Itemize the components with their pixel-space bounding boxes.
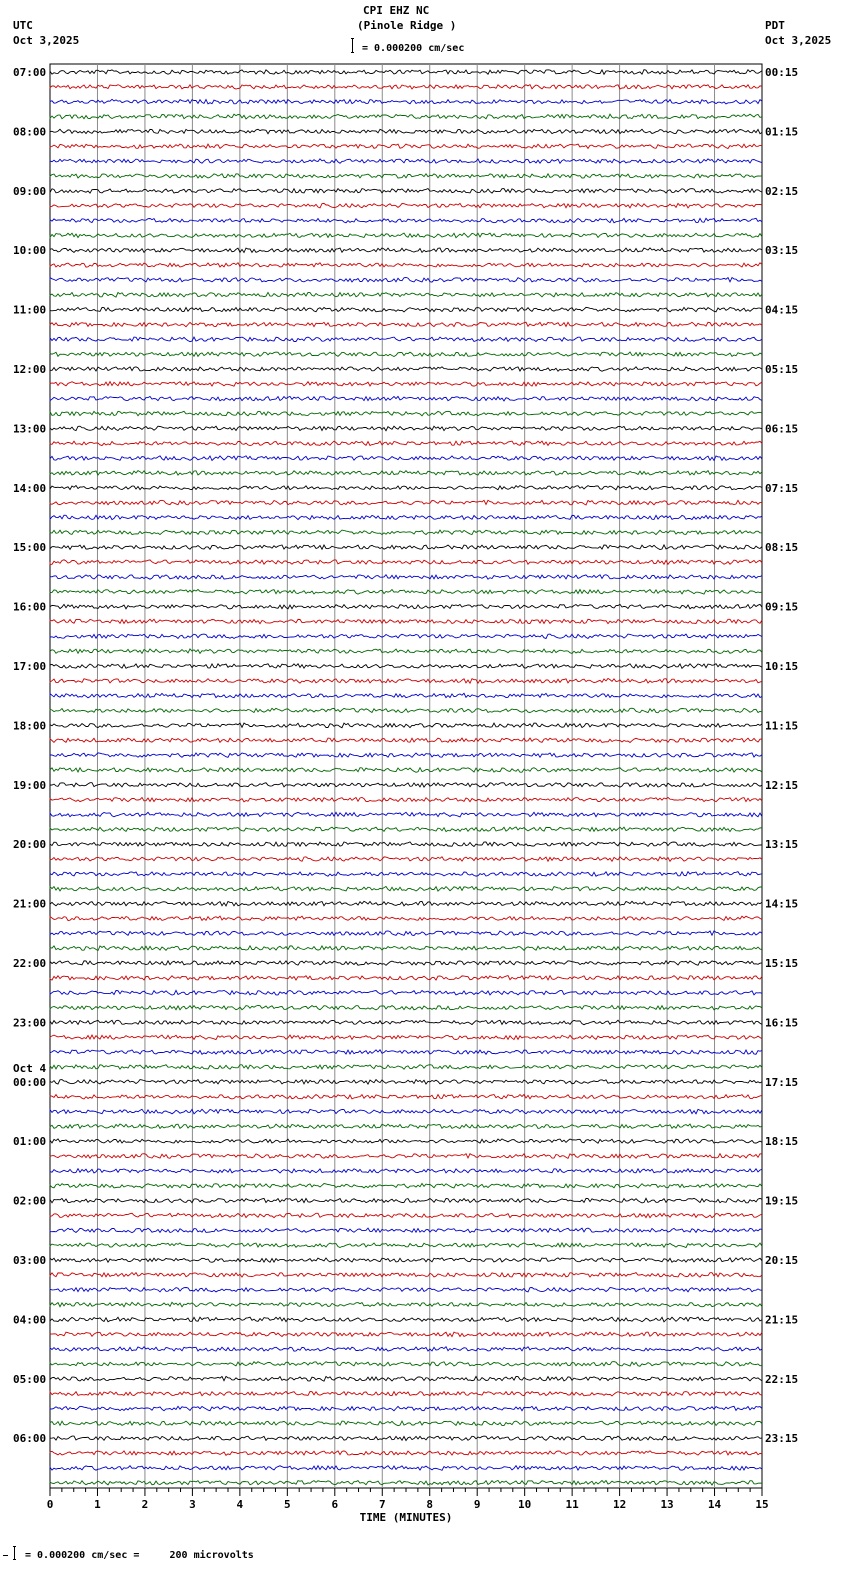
x-tick-label: 5	[284, 1498, 291, 1511]
utc-hour-label: 18:00	[13, 719, 47, 733]
left-timezone: UTC	[13, 19, 33, 32]
seismic-trace	[50, 1139, 762, 1143]
seismic-trace	[50, 946, 762, 951]
right-timezone: PDT	[765, 19, 785, 32]
seismic-trace	[50, 1421, 762, 1426]
utc-hour-label: 01:00	[13, 1135, 47, 1149]
x-tick-label: 10	[518, 1498, 532, 1511]
pdt-hour-label: 23:15	[765, 1432, 799, 1446]
seismic-trace	[50, 367, 762, 372]
seismic-trace	[50, 649, 762, 654]
seismic-trace	[50, 471, 762, 476]
seismic-trace	[50, 426, 762, 431]
seismic-trace	[50, 693, 762, 698]
seismic-trace	[50, 1332, 762, 1337]
seismic-trace	[50, 619, 762, 624]
seismic-trace	[50, 322, 762, 327]
seismic-trace	[50, 1347, 762, 1352]
seismic-trace	[50, 486, 762, 490]
x-tick-label: 3	[189, 1498, 196, 1511]
pdt-hour-label: 00:15	[765, 66, 799, 79]
seismic-trace	[50, 1451, 762, 1456]
seismic-trace	[50, 768, 762, 773]
seismic-trace	[50, 500, 762, 505]
seismic-trace	[50, 827, 762, 832]
seismic-trace	[50, 857, 762, 862]
pdt-hour-label: 10:15	[765, 660, 799, 673]
pdt-hour-label: 07:15	[765, 481, 799, 495]
left-date: Oct 3,2025	[13, 34, 80, 47]
pdt-hour-label: 15:15	[765, 957, 799, 970]
pdt-hour-label: 09:15	[765, 600, 799, 614]
seismic-trace	[50, 278, 762, 283]
seismic-trace	[50, 1362, 762, 1367]
footer-scale-note: = 0.000200 cm/sec = 200 microvolts	[25, 1550, 254, 1561]
seismic-trace	[50, 1436, 762, 1440]
seismic-trace	[50, 1273, 762, 1278]
utc-hour-label: 23:00	[13, 1016, 47, 1030]
seismic-trace	[50, 931, 762, 936]
x-tick-label: 13	[660, 1498, 674, 1511]
seismic-trace	[50, 114, 762, 119]
seismic-trace	[50, 99, 762, 104]
seismic-trace	[50, 842, 762, 847]
pdt-hour-label: 22:15	[765, 1372, 799, 1386]
seismic-trace	[50, 812, 762, 817]
seismic-trace	[50, 634, 762, 638]
seismic-trace	[50, 545, 762, 550]
utc-hour-label: 12:00	[13, 363, 47, 376]
x-tick-label: 14	[707, 1498, 722, 1511]
utc-hour-label: 10:00	[13, 244, 47, 258]
utc-hour-label: 22:00	[13, 957, 47, 970]
seismic-trace	[50, 575, 762, 580]
seismic-trace	[50, 307, 762, 312]
x-tick-label: 0	[46, 1498, 54, 1511]
utc-hour-label: 15:00	[13, 541, 47, 555]
utc-hour-label: 14:00	[13, 481, 47, 495]
utc-hour-label: 02:00	[13, 1194, 47, 1208]
pdt-hour-label: 17:15	[765, 1075, 799, 1089]
seismic-trace	[50, 1035, 762, 1040]
seismic-trace	[50, 456, 762, 461]
seismic-trace	[50, 1302, 762, 1307]
seismic-trace	[50, 396, 762, 401]
seismic-trace	[50, 218, 762, 223]
seismic-trace	[50, 1406, 762, 1410]
seismic-trace	[50, 203, 762, 208]
utc-hour-label: 13:00	[13, 422, 47, 436]
seismic-trace	[50, 1317, 762, 1322]
seismic-trace	[50, 723, 762, 728]
x-tick-label: 6	[331, 1498, 339, 1511]
seismic-trace	[50, 1258, 762, 1263]
scale-label: = 0.000200 cm/sec	[362, 43, 465, 54]
utc-hour-label: 17:00	[13, 660, 47, 673]
pdt-hour-label: 05:15	[765, 363, 799, 376]
pdt-hour-label: 19:15	[765, 1194, 799, 1208]
x-tick-label: 12	[612, 1498, 627, 1511]
pdt-hour-label: 08:15	[765, 541, 799, 555]
right-date: Oct 3,2025	[765, 34, 832, 47]
seismic-trace	[50, 1184, 762, 1189]
seismic-trace	[50, 1080, 762, 1085]
utc-hour-label: 03:00	[13, 1254, 47, 1267]
seismic-trace	[50, 901, 762, 906]
seismic-trace	[50, 1198, 762, 1203]
pdt-hour-label: 06:15	[765, 422, 799, 436]
seismic-trace	[50, 189, 762, 194]
seismic-trace	[50, 1466, 762, 1471]
seismic-trace	[50, 1228, 762, 1233]
x-tick-label: 15	[755, 1498, 769, 1511]
utc-hour-label: 05:00	[13, 1372, 47, 1386]
seismic-trace	[50, 887, 762, 892]
seismic-trace	[50, 233, 762, 238]
seismic-trace	[50, 708, 762, 713]
utc-hour-label: 06:00	[13, 1432, 47, 1446]
seismic-trace	[50, 1288, 762, 1292]
seismic-trace	[50, 604, 762, 609]
pdt-hour-label: 14:15	[765, 897, 799, 911]
utc-hour-label: 09:00	[13, 184, 47, 198]
utc-hour-label: 19:00	[13, 778, 47, 792]
x-tick-label: 9	[473, 1498, 481, 1511]
seismic-trace	[50, 1169, 762, 1173]
seismic-trace	[50, 1376, 762, 1381]
seismic-trace	[50, 85, 762, 89]
seismic-trace	[50, 248, 762, 253]
seismic-trace	[50, 1124, 762, 1129]
seismic-trace	[50, 1392, 762, 1396]
utc-hour-label: 04:00	[13, 1313, 47, 1327]
seismic-trace	[50, 738, 762, 742]
seismic-trace	[50, 916, 762, 920]
utc-hour-label: 20:00	[13, 838, 47, 852]
seismic-trace	[50, 664, 762, 669]
seismic-trace	[50, 783, 762, 787]
seismic-trace	[50, 1050, 762, 1055]
seismic-trace	[50, 382, 762, 387]
pdt-hour-label: 02:15	[765, 184, 799, 198]
date-change-label: Oct 4	[13, 1061, 47, 1075]
pdt-hour-label: 12:15	[765, 778, 799, 792]
x-tick-label: 4	[236, 1498, 244, 1511]
x-tick-label: 2	[141, 1498, 149, 1511]
seismic-trace	[50, 411, 762, 416]
station-location: (Pinole Ridge )	[357, 19, 457, 32]
seismic-trace	[50, 515, 762, 519]
seismic-trace	[50, 797, 762, 802]
seismic-trace	[50, 144, 762, 148]
seismic-trace	[50, 292, 762, 297]
seismic-trace	[50, 1109, 762, 1114]
utc-hour-label: 16:00	[13, 600, 47, 614]
seismic-trace	[50, 990, 762, 995]
pdt-hour-label: 03:15	[765, 244, 799, 258]
x-tick-label: 1	[94, 1498, 101, 1511]
seismic-trace	[50, 1005, 762, 1010]
x-tick-label: 8	[426, 1498, 434, 1511]
x-tick-label: 11	[565, 1498, 579, 1511]
seismic-trace	[50, 753, 762, 757]
seismic-trace	[50, 441, 762, 446]
seismic-trace	[50, 263, 762, 267]
seismic-trace	[50, 1020, 762, 1024]
x-tick-label: 7	[378, 1498, 386, 1511]
station-title: CPI EHZ NC	[363, 4, 430, 17]
seismic-trace	[50, 1154, 762, 1159]
pdt-hour-label: 21:15	[765, 1313, 799, 1327]
seismic-trace	[50, 976, 762, 981]
utc-hour-label: 21:00	[13, 897, 47, 911]
seismic-trace	[50, 1095, 762, 1100]
seismic-trace	[50, 1243, 762, 1248]
seismic-trace	[50, 129, 762, 133]
seismic-trace	[50, 1065, 762, 1070]
pdt-hour-label: 20:15	[765, 1254, 799, 1267]
utc-hour-label: 00:00	[13, 1075, 47, 1089]
pdt-hour-label: 04:15	[765, 303, 799, 317]
footer-scale-icon	[3, 1546, 19, 1562]
seismic-trace	[50, 560, 762, 565]
seismic-trace	[50, 1213, 762, 1217]
pdt-hour-label: 18:15	[765, 1135, 799, 1149]
pdt-hour-label: 01:15	[765, 125, 799, 139]
pdt-hour-label: 13:15	[765, 838, 799, 852]
utc-hour-label: 11:00	[13, 303, 47, 317]
seismic-trace	[50, 679, 762, 684]
seismic-trace	[50, 337, 762, 342]
utc-hour-label: 07:00	[13, 66, 47, 79]
seismic-trace	[50, 530, 762, 535]
seismic-trace	[50, 872, 762, 877]
pdt-hour-label: 16:15	[765, 1016, 799, 1030]
seismic-trace	[50, 174, 762, 178]
utc-hour-label: 08:00	[13, 125, 47, 139]
x-axis-label: TIME (MINUTES)	[359, 1511, 453, 1524]
seismic-trace	[50, 1480, 762, 1485]
seismic-trace	[50, 590, 762, 595]
seismic-trace	[50, 70, 762, 75]
seismic-trace	[50, 352, 762, 357]
seismic-trace	[50, 961, 762, 966]
pdt-hour-label: 11:15	[765, 719, 799, 733]
seismic-trace	[50, 159, 762, 164]
